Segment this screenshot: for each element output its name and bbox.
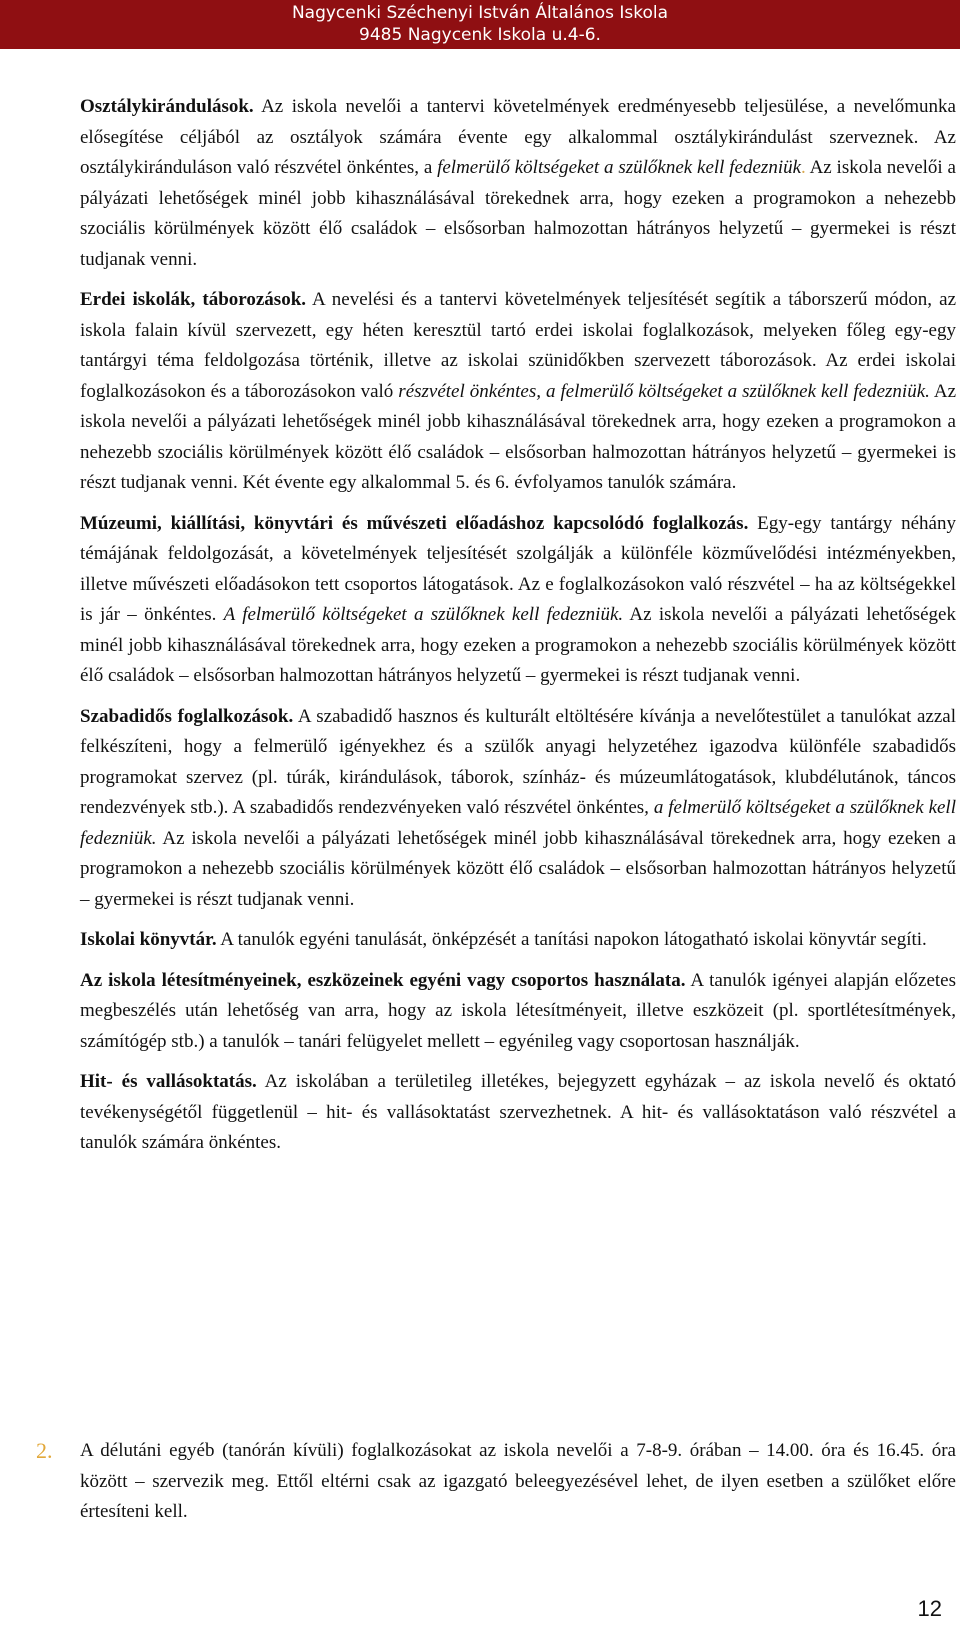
paragraph-class-trips	[80, 92, 956, 275]
paragraph-title: Múzeumi, kiállítási, könyvtári és művészeti előadáshoz kapcsolódó foglalkozás.	[80, 512, 749, 534]
paragraph-religious-education	[80, 1067, 956, 1159]
paragraph-text: A szabadidő hasznos és kulturált eltöltésére kívánja a nevelőtestület a tanulókat azzal felkészíteni, hogy a felmerülő igényekhez és a szülők anyagi helyzetéhez igazodva különféle szabadidős programokat szervez (pl. túrák, kirándulások, táborok, színház- és múzeumlátogatások, klubdélutánok, táncos rendezvények stb.). A szabadidős rendezvényeken való részvétel önkéntes	[80, 705, 956, 818]
paragraph-text: Az iskola nevelői a tantervi követelmények eredményesebb teljesülése, a nevelőmunka elősegítése céljából az osztályok számára évente egy alkalommal osztálykirándulást szerveznek. Az osztálykiránduláson való részvétel önkéntes, a	[80, 96, 956, 178]
paragraph-forest-schools	[80, 285, 956, 499]
paragraph-text: A tanulók egyéni tanulását, önképzését a tanítási napokon látogatható iskolai könyvtár segíti.	[216, 929, 927, 950]
page-number: 12	[917, 1596, 942, 1621]
body-text	[80, 92, 956, 1169]
paragraph-facilities-use	[80, 966, 956, 1058]
paragraph-text: Az iskola nevelői a pályázati lehetőségek minél jobb kihasználásával törekednek arra, hogy ezeken a programokon a nehezebb szociális körülmények között élő családok – elsősorban halmozottan hátrányos helyzetű – gyermekei is részt tudjanak venni.	[80, 827, 956, 910]
paragraph-text: Az iskola nevelői a pályázati lehetőségek minél jobb kihasználásával törekednek arra, hogy ezeken a programokon a nehezebb szociális körülmények között élő családok – elsősorban halmozottan hátrányos helyzetű – gyermekei is részt tudjanak venni. Két évente egy alkalommal 5. és 6. évfolyamos tanulók számára.	[80, 380, 957, 493]
school-address: 9485 Nagycenk Iskola u.4-6.	[359, 25, 601, 45]
numbered-item-text: A délutáni egyéb (tanórán kívüli) foglalkozásokat az iskola nevelői a 7-8-9. órában – 14.00. óra és 16.45. óra között – szervezik meg. Ettől eltérni csak az igazgató beleegyezésével lehet, de ilyen esetben a szülőket előre értesíteni kell.	[80, 1440, 956, 1522]
paragraph-dot: .	[801, 157, 806, 178]
list-number: 2.	[36, 1438, 53, 1463]
paragraph-title: Az iskola létesítményeinek, eszközeinek egyéni vagy csoportos használata.	[80, 969, 686, 991]
paragraph-text: A tanulók igényei alapján előzetes megbeszélés után lehetőség van arra, hogy az iskola létesítményeit, illetve eszközeit (pl. sportlétesítmények, számítógép stb.) a tanulók – tanári felügyelet mellett – egyénileg vagy csoportosan használják.	[80, 969, 956, 1052]
paragraph-italic: A felmerülő költségeket a szülőknek kell fedezniük.	[223, 604, 624, 625]
numbered-item	[36, 1436, 956, 1528]
school-name: Nagycenki Széchenyi István Általános Iskola	[291, 3, 669, 23]
paragraph-italic: felmerülő költségeket a szülőknek kell fedezniük	[437, 157, 802, 178]
paragraph-text: Egy-egy tantárgy néhány témájának feldolgozását, a követelmények teljesítését szolgálják a különféle közművelődési intézményekben, illetve művészeti előadásokon tett csoportos látogatások. Az e foglalkozásokon való részvétel – ha az költségekkel is jár – önkéntes.	[80, 512, 956, 625]
paragraph-italic: , a felmerülő költségeket a szülőknek kell fedezniük.	[80, 797, 956, 849]
paragraph-text: Az iskolában a területileg illetékes, bejegyzett egyházak – az iskola nevelő és oktató tevékenységétől függetlenül – hit- és vallásoktatást szervezhetnek. A hit- és vallásoktatáson való részvétel a tanulók számára önkéntes.	[80, 1071, 956, 1153]
paragraph-title: Hit- és vallásoktatás.	[80, 1071, 257, 1092]
paragraph-title: Erdei iskolák, táborozások.	[80, 289, 307, 310]
paragraph-title: Osztálykirándulások.	[80, 96, 254, 117]
paragraph-title: Iskolai könyvtár.	[80, 929, 217, 950]
paragraph-leisure-activities	[80, 702, 956, 916]
paragraph-title: Szabadidős foglalkozások.	[80, 705, 294, 727]
paragraph-school-library	[80, 925, 956, 956]
paragraph-museum-activities	[80, 509, 956, 692]
page-header	[0, 0, 960, 49]
paragraph-italic: részvétel önkéntes, a felmerülő költségeket a szülőknek kell fedezniük.	[398, 380, 930, 402]
paragraph-text: Az iskola nevelői a pályázati lehetőségek minél jobb kihasználásával törekednek arra, hogy ezeken a programokon a nehezebb szociális körülmények között élő családok – elsősorban halmozottan hátrányos helyzetű – gyermekei is részt tudjanak venni.	[80, 604, 956, 686]
paragraph-text: Az iskola nevelői a pályázati lehetőségek minél jobb kihasználásával törekednek arra, hogy ezeken a programokon a nehezebb szociális körülmények között élő családok – elsősorban halmozottan hátrányos helyzetű – gyermekei is részt tudjanak venni.	[80, 157, 956, 270]
paragraph-text: A nevelési és a tantervi követelmények teljesítését segítik a táborszerű módon, az iskola falain kívül szervezett, egy héten keresztül tartó erdei iskolai foglalkozások, melyeken főleg egy-egy tantárgyi téma feldolgozása történik, illetve az iskolai szünidőkben szervezett táborozások. Az erdei iskolai foglalkozásokon és a táborozásokon való	[80, 289, 956, 402]
